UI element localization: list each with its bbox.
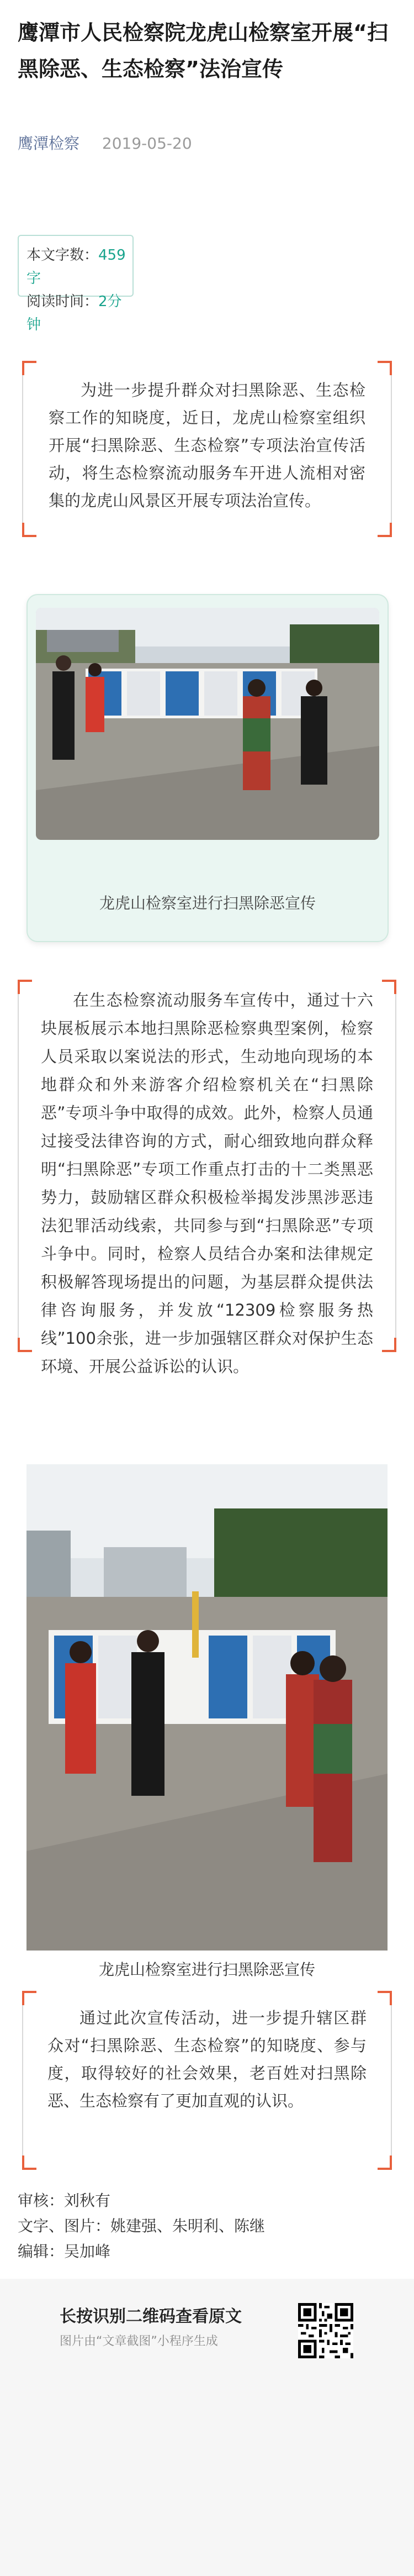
read-time-row <box>26 290 132 337</box>
footer <box>0 2279 414 2576</box>
reviewer-credit: 审核：刘秋有 <box>18 2191 111 2210</box>
read-time-value: 2分钟 <box>26 293 122 333</box>
reading-stats <box>18 235 134 333</box>
photo-caption-2: 龙虎山检察室进行扫黑除恶宣传 <box>98 1960 315 1979</box>
article-title: 鹰潭市人民检察院龙虎山检察室开展“扫黑除恶、生态检察”法治宣传 <box>18 20 388 81</box>
qr-text <box>60 2305 242 2352</box>
publish-date: 2019-05-20 <box>102 134 192 153</box>
word-count-value: 459字 <box>26 247 126 287</box>
word-count-row <box>26 244 132 290</box>
paragraph-2: 在生态检察流动服务车宣传中，通过十六块展板展示本地扫黑除恶检察典型案例，检察人员采取以案说法的形式，生动地向现场的本地群众和外来游客介绍检察机关在“扫黑除恶”专项斗争中取得的成效。此外，检察人员通过接受法律咨询的方式，耐心细致地向群众释明“扫黑除恶”专项工作重点打击的十二类黑恶势力，鼓励辖区群众积极检举揭发涉黑涉恶违法犯罪活动线索，共同参与到“扫黑除恶”专项斗争中。同时，检察人员结合办案和法律规定积极解答现场提出的问题，为基层群众提供法律咨询服务，并发放“12309检察服务热线”100余张，进一步加强辖区群众对保护生态环境、开展公益诉讼的认识。 <box>41 991 373 1376</box>
credits <box>18 2188 265 2264</box>
photo-2[interactable] <box>26 1464 388 1951</box>
author-credit: 文字、图片：姚建强、朱明利、陈继 <box>18 2217 266 2235</box>
paragraph-3: 通过此次宣传活动，进一步提升辖区群众对“扫黑除恶、生态检察”的知晓度、参与度，取得较好的社会效果，老百姓对扫黑除恶、生态检察有了更加直观的认识。 <box>47 2009 367 2110</box>
photo-caption-1: 龙虎山检察室进行扫黑除恶宣传 <box>99 894 316 912</box>
paragraph-frame-1 <box>22 362 392 536</box>
paragraph-frame-2 <box>18 981 396 1376</box>
paragraph-1: 为进一步提升群众对扫黑除恶、生态检察工作的知晓度，近日，龙虎山检察室组织开展“扫黑除恶、生态检察”专项法治宣传活动，将生态检察流动服务车开进人流相对密集的龙虎山风景区开展专项法治宣传。 <box>49 381 365 510</box>
paragraph-frame-3 <box>22 1992 392 2169</box>
qr-code-icon[interactable] <box>298 2303 353 2358</box>
account-link[interactable]: 鹰潭检察 <box>18 134 80 153</box>
qr-subtitle: 图片由“文章截图”小程序生成 <box>60 2335 218 2348</box>
photo-1[interactable] <box>36 608 379 840</box>
article-meta <box>18 133 192 155</box>
word-count-label: 本文字数： <box>26 247 99 264</box>
qr-title: 长按识别二维码查看原文 <box>60 2307 242 2326</box>
read-time-label: 阅读时间： <box>26 293 99 310</box>
editor-credit: 编辑：吴加峰 <box>18 2242 111 2260</box>
